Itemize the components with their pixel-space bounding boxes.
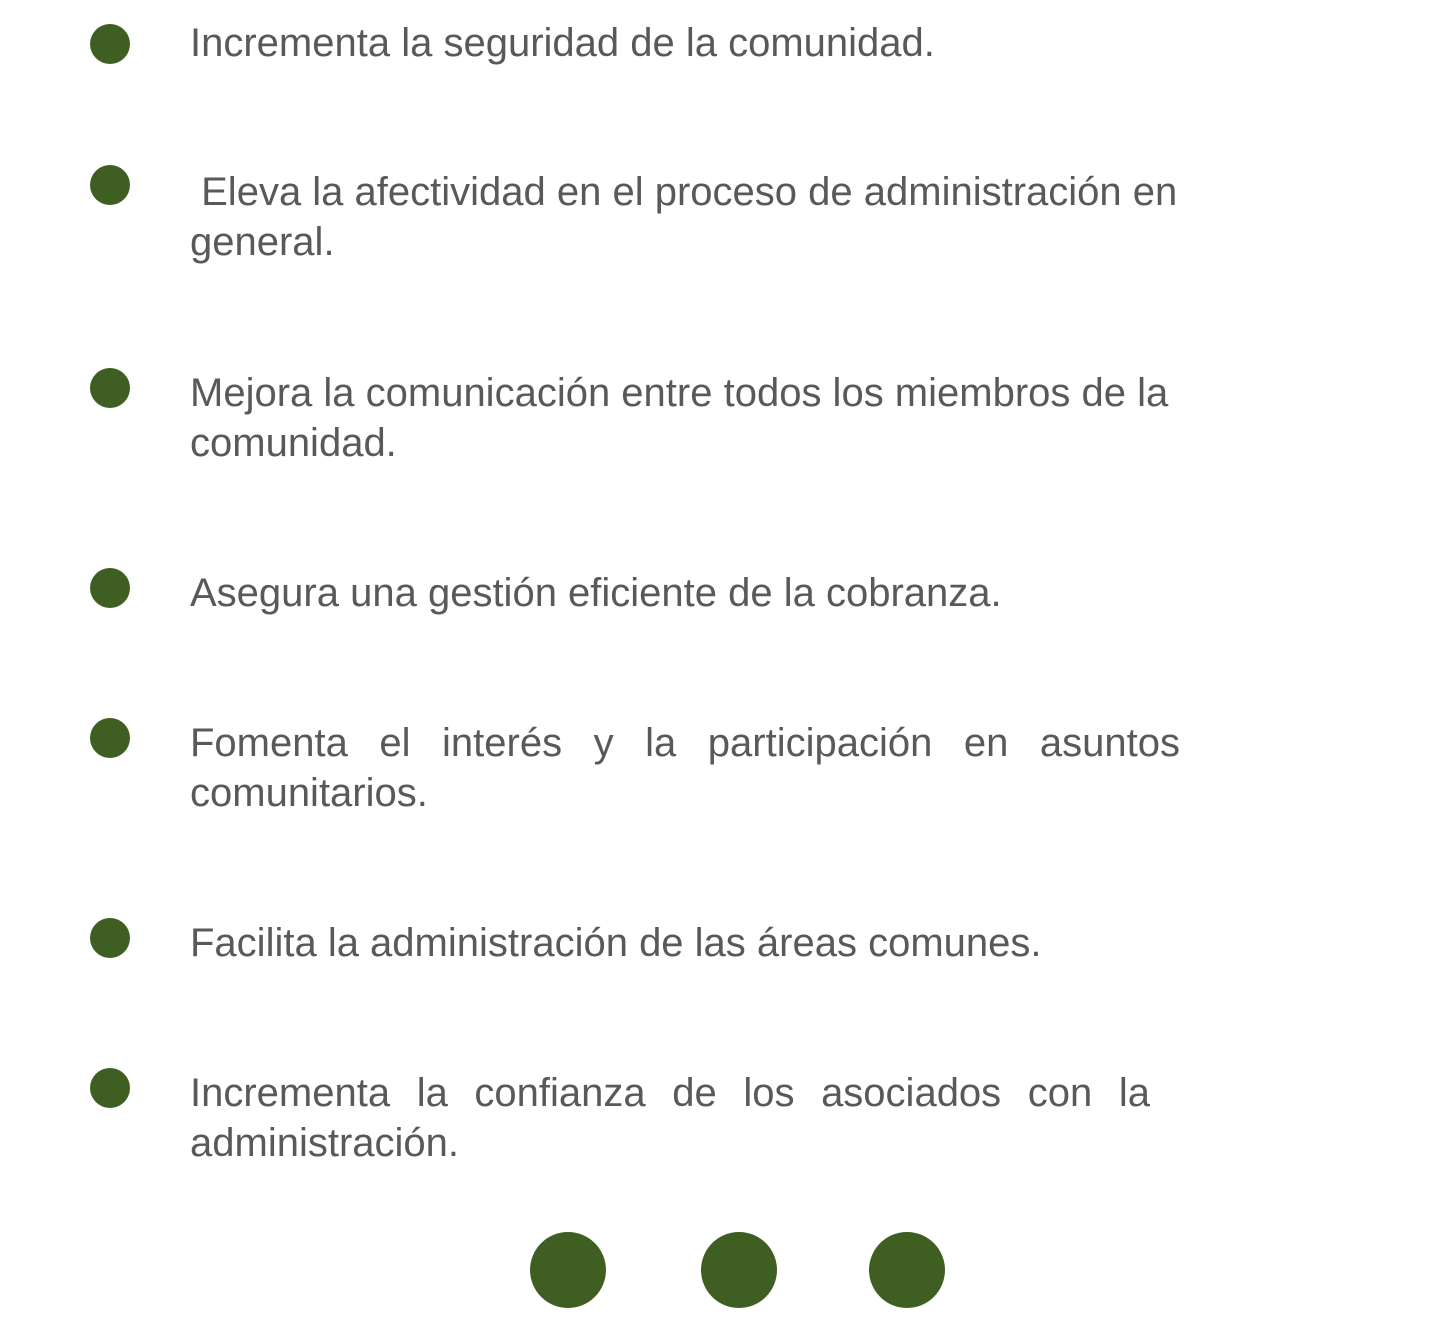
benefit-text: Fomenta el interés y la participación en asuntos comunitarios. <box>190 721 1192 815</box>
bullet-icon <box>90 368 130 408</box>
bullet-icon <box>90 918 130 958</box>
benefit-text: Incrementa la confianza de los asociados con la administración. <box>190 1071 1162 1165</box>
dot-icon <box>869 1232 945 1308</box>
benefit-text: Asegura una gestión eficiente de la cobranza. <box>190 571 1002 615</box>
dot-icon <box>530 1232 606 1308</box>
benefit-text: Mejora la comunicación entre todos los miembros de la comunidad. <box>190 371 1180 465</box>
bullet-icon <box>90 24 130 64</box>
benefit-text: Incrementa la seguridad de la comunidad. <box>190 21 935 65</box>
bullet-icon <box>90 568 130 608</box>
benefit-text: Facilita la administración de las áreas comunes. <box>190 921 1042 965</box>
dot-icon <box>701 1232 777 1308</box>
decorative-dots <box>0 1232 1451 1308</box>
benefit-text: Eleva la afectividad en el proceso de administración en general. <box>190 170 1189 264</box>
bullet-icon <box>90 165 130 205</box>
bullet-icon <box>90 1068 130 1108</box>
bullet-icon <box>90 718 130 758</box>
